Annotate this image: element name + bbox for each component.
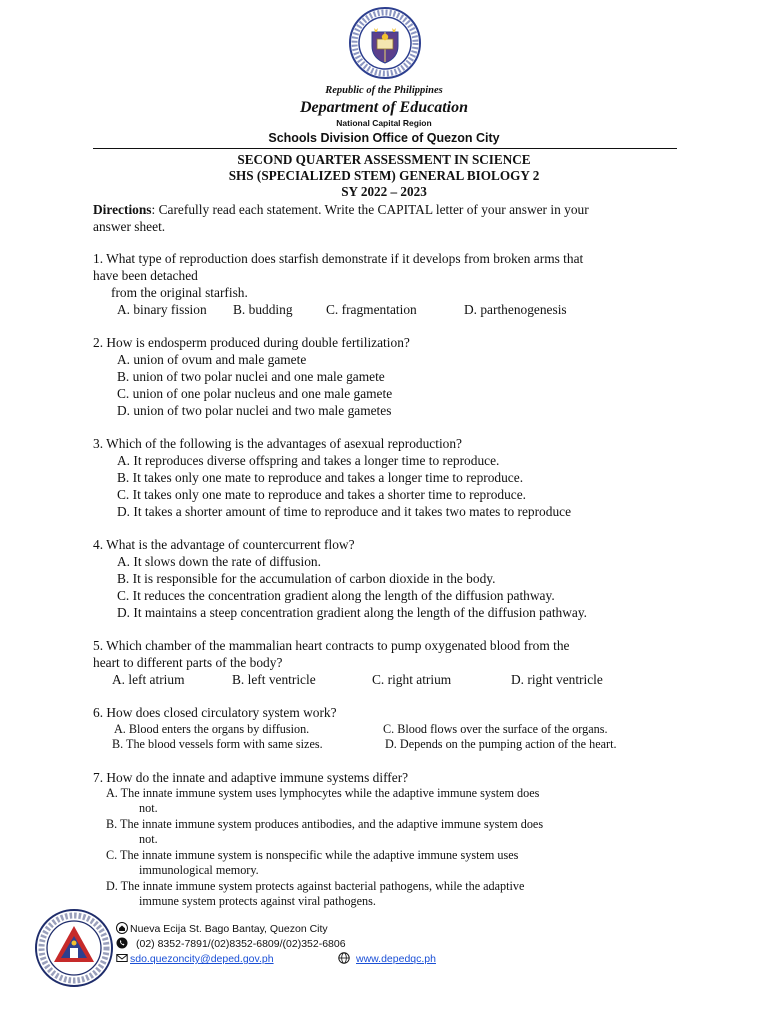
question-2: 2. How is endosperm produced during double fertilization? — [93, 335, 410, 350]
question-4: 4. What is the advantage of countercurrent flow? — [93, 537, 355, 552]
q3-option-c[interactable]: C. It takes only one mate to reproduce and takes a shorter time to reproduce. — [117, 487, 527, 502]
footer-phone: (02) 8352-7891/(02)8352-6809/(02)352-6806 — [136, 938, 346, 950]
q4-option-b[interactable]: B. It is responsible for the accumulation of carbon dioxide in the body. — [117, 571, 496, 586]
question-3: 3. Which of the following is the advantages of asexual reproduction? — [93, 436, 463, 451]
question-1-cont-2: from the original starfish. — [111, 285, 248, 300]
question-1: 1. What type of reproduction does starfish demonstrate if it develops from broken arms that — [93, 251, 584, 266]
globe-icon — [338, 952, 350, 964]
directions — [93, 202, 589, 219]
footer-address: Nueva Ecija St. Bago Bantay, Quezon City — [130, 923, 328, 935]
q7-option-a[interactable]: A. The innate immune system uses lymphocytes while the adaptive immune system does — [106, 786, 540, 800]
q6-option-b[interactable]: B. The blood vessels form with same sizes. — [112, 737, 323, 751]
question-5: 5. Which chamber of the mammalian heart contracts to pump oxygenated blood from the — [93, 638, 570, 653]
q2-option-d[interactable]: D. union of two polar nuclei and two male gametes — [117, 403, 392, 418]
directions-text: : Carefully read each statement. Write the CAPITAL letter of your answer in your — [151, 202, 589, 217]
q3-option-d[interactable]: D. It takes a shorter amount of time to reproduce and it takes two mates to reproduce — [117, 504, 572, 519]
sdo-logo — [34, 908, 114, 988]
q6-option-c[interactable]: C. Blood flows over the surface of the organs. — [383, 722, 608, 736]
footer-phone-row — [116, 937, 346, 950]
mail-icon — [116, 952, 128, 964]
q5-option-b[interactable]: B. left ventricle — [232, 672, 316, 687]
footer-email-row — [116, 952, 274, 965]
division-line: Schools Division Office of Quezon City — [268, 131, 500, 145]
assessment-title: SECOND QUARTER ASSESSMENT IN SCIENCE — [237, 152, 531, 167]
directions-label: Directions — [93, 202, 152, 217]
q2-option-b[interactable]: B. union of two polar nuclei and one male gamete — [117, 369, 385, 384]
question-1-cont: have been detached — [93, 268, 198, 283]
q5-option-c[interactable]: C. right atrium — [372, 672, 452, 687]
republic-line: Republic of the Philippines — [325, 85, 443, 96]
q1-option-c[interactable]: C. fragmentation — [326, 302, 417, 317]
q1-option-b[interactable]: B. budding — [233, 302, 293, 317]
q5-option-d[interactable]: D. right ventricle — [511, 672, 603, 687]
subject-title: SHS (SPECIALIZED STEM) GENERAL BIOLOGY 2 — [228, 168, 540, 183]
q4-option-a[interactable]: A. It slows down the rate of diffusion. — [117, 554, 321, 569]
deped-seal — [348, 6, 422, 80]
q6-option-d[interactable]: D. Depends on the pumping action of the heart. — [385, 737, 617, 751]
q4-option-c[interactable]: C. It reduces the concentration gradient along the length of the diffusion pathway. — [117, 588, 555, 603]
q7-option-d-cont: immune system protects against viral pathogens. — [139, 894, 376, 908]
q7-option-b-cont: not. — [139, 832, 158, 846]
header-divider — [93, 148, 677, 149]
q2-option-a[interactable]: A. union of ovum and male gamete — [117, 352, 307, 367]
question-6: 6. How does closed circulatory system work? — [93, 705, 337, 720]
home-icon — [116, 922, 128, 934]
question-7: 7. How do the innate and adaptive immune systems differ? — [93, 770, 409, 785]
q7-option-a-cont: not. — [139, 801, 158, 815]
q2-option-c[interactable]: C. union of one polar nucleus and one male gamete — [117, 386, 393, 401]
phone-icon — [116, 937, 128, 949]
footer-email-link[interactable]: sdo.quezoncity@deped.gov.ph — [130, 953, 274, 965]
q1-option-d[interactable]: D. parthenogenesis — [464, 302, 567, 317]
q1-option-a[interactable]: A. binary fission — [117, 302, 207, 317]
q7-option-d[interactable]: D. The innate immune system protects against bacterial pathogens, while the adaptive — [106, 879, 525, 893]
q6-option-a[interactable]: A. Blood enters the organs by diffusion. — [114, 722, 310, 736]
footer-website-link[interactable]: www.depedqc.ph — [356, 953, 436, 965]
region-line: National Capital Region — [336, 118, 432, 128]
footer-address-row — [116, 922, 328, 935]
directions-text-2: answer sheet. — [93, 219, 166, 234]
q5-option-a[interactable]: A. left atrium — [112, 672, 185, 687]
q3-option-b[interactable]: B. It takes only one mate to reproduce and takes a longer time to reproduce. — [117, 470, 524, 485]
q4-option-d[interactable]: D. It maintains a steep concentration gradient along the length of the diffusion pathway. — [117, 605, 588, 620]
q7-option-c[interactable]: C. The innate immune system is nonspecific while the adaptive immune system uses — [106, 848, 519, 862]
q7-option-b[interactable]: B. The innate immune system produces antibodies, and the adaptive immune system does — [106, 817, 544, 831]
school-year: SY 2022 – 2023 — [341, 184, 427, 199]
question-5-cont: heart to different parts of the body? — [93, 655, 283, 670]
footer-website-row — [338, 952, 436, 965]
department-line: Department of Education — [299, 99, 468, 116]
q3-option-a[interactable]: A. It reproduces diverse offspring and takes a longer time to reproduce. — [117, 453, 500, 468]
q7-option-c-cont: immunological memory. — [139, 863, 259, 877]
